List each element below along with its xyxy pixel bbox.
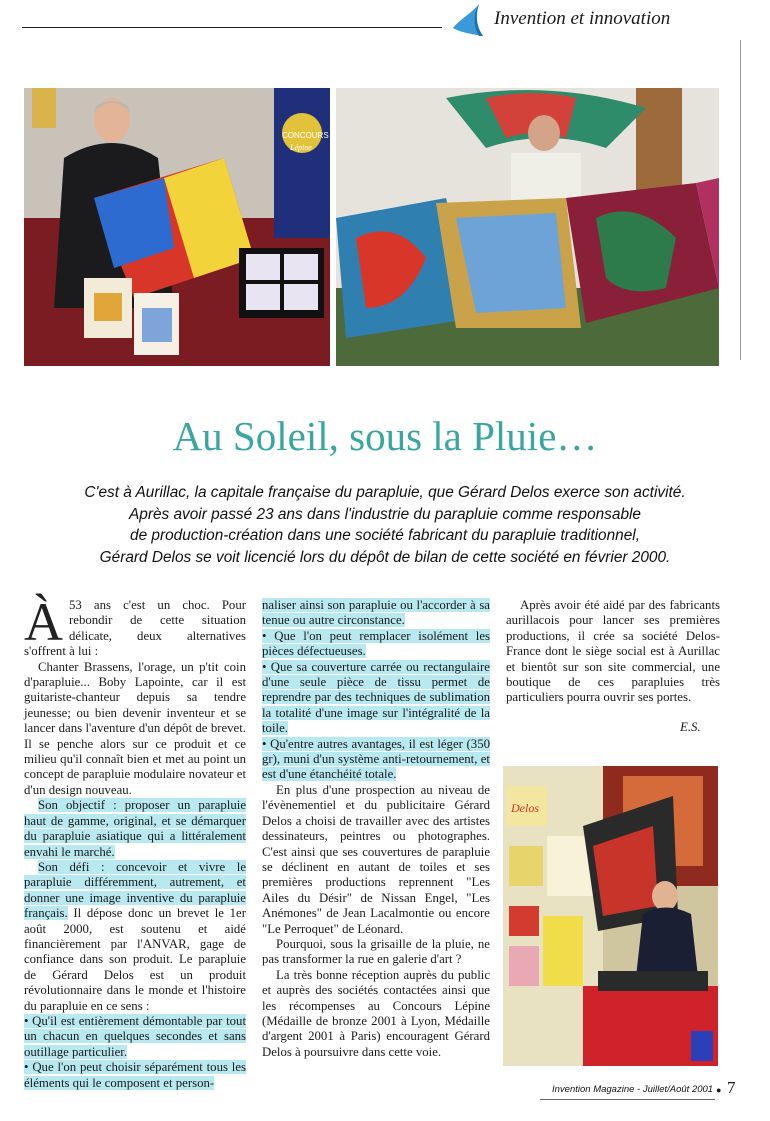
paragraph-reception: La très bonne réception auprès du public et auprès des sociétés contactées ainsi que les récompenses au Concours Lépine (Médaille de bronze 2001 à Lyon, Médaille d'argent 2001 à Paris) encouragent Gérard Delos à poursuivre dans cette voie.: [262, 967, 490, 1059]
author-signature: E.S.: [680, 720, 701, 734]
page-number: 7: [727, 1078, 736, 1097]
water-drop-icon: [449, 2, 487, 38]
photo-inventor-exhibit: [24, 88, 330, 366]
photo-exhibition-stand: [503, 766, 718, 1066]
paragraph-personnaliser: [262, 598, 490, 629]
header-rule: [22, 27, 442, 28]
paragraph-defi: [24, 860, 246, 1014]
highlighted-bullet-1: • Qu'il est entièrement démontable par tout un chacun en quelques secondes et sans outillage particulier.: [24, 1013, 246, 1059]
article-column-2: [262, 598, 490, 1060]
intro-line-1: C'est à Aurillac, la capitale française du parapluie, que Gérard Delos exerce son activité.: [84, 484, 686, 501]
bullet-remplacer: [262, 629, 490, 660]
article-headline: Au Soleil, sous la Pluie…: [172, 413, 598, 459]
footer-magazine: Invention Magazine - Juillet/Août 2001: [552, 1084, 714, 1095]
highlighted-defi: Son défi : concevoir et vivre le parapluie différemment, autrement, et donner une image inventive du parapluie français.: [24, 859, 246, 921]
highlighted-bullet-2: • Que l'on peut choisir séparément tous les éléments qui le composent et person-: [24, 1060, 246, 1090]
paragraph-pourquoi: Pourquoi, sous la grisaille de la pluie, ne pas transformer la rue en galerie d'art ?: [262, 936, 490, 967]
photo-umbrella-canopies: [336, 88, 719, 366]
highlighted-bullet-5: • Qu'entre autres avantages, il est léger (350 gr), muni d'un système anti-retournement, et est d'une étanchéité totale.: [262, 736, 490, 782]
intro-line-4: Gérard Delos se voit licencié lors du dépôt de bilan de cette société en février 2000.: [99, 548, 671, 566]
stand-sign-text: Delos: [511, 801, 539, 815]
bullet-couverture: [262, 660, 490, 737]
highlighted-objectif: Son objectif : proposer un parapluie haut de gamme, original, et se démarquer du parapluie asiatique qui a littéralement envahi le marché.: [24, 798, 246, 859]
paragraph-opening: 53 ans c'est un choc. Pour rebondir de cette situation délicate, deux alternatives s'offrent à lui :: [24, 598, 246, 659]
article-intro: [20, 482, 750, 568]
paragraph-brevet: Il dépose donc un brevet le 1er août 2000, est soutenu et aidé financièrement par l'ANVAR, gage de confiance dans son produit. Le parapluie de Gérard Delos est un produit révolutionnaire dans le monde et l'histoire du parapluie en ce sens :: [24, 906, 246, 1013]
article-column-3: [506, 598, 720, 706]
highlighted-bullet-3: • Que l'on peut remplacer isolément les pièces défectueuses.: [262, 628, 490, 659]
section-title: Invention et innovation: [494, 8, 671, 29]
photo1-sign-text-2: Lépine: [290, 143, 312, 152]
footer-bullet-icon: ●: [716, 1085, 722, 1095]
bullet-demontable: [24, 1014, 246, 1060]
highlighted-bullet-4: • Que sa couverture carrée ou rectangulaire d'une seule pièce de tissu permet de reprendre par des techniques de sublimation la totalité d'une image sur l'intégralité de la toile.: [262, 659, 490, 736]
paragraph-societe: Après avoir été aidé par des fabricants aurillacois pour lancer ses premières productions, il crée sa société Delos-France dont le siège social est à Aurillac et bientôt sur son site commercial, une boutique de ces parapluies très particuliers pourra ouvrir ses portes.: [506, 598, 720, 705]
footer-rule: [540, 1099, 715, 1100]
photo1-sign-text: CONCOURS: [282, 131, 329, 140]
article-column-1: [24, 592, 246, 1091]
paragraph-brassens: Chanter Brassens, l'orage, un p'tit coin d'parapluie... Boby Lapointe, car il est guitariste-chanteur depuis sa tendre jeunesse; ou bien devenir inventeur et se lancer dans l'aventure d'un dépôt de brevet. Il se penche alors sur ce produit et ce milieu qu'il connaît bien et met au point un concept de parapluie modulaire novateur et d'un design nouveau.: [24, 659, 246, 797]
intro-line-3: de production-création dans une société fabricant du parapluie traditionnel,: [130, 527, 640, 544]
header-vertical-rule: [740, 40, 741, 360]
paragraph-objectif: [24, 798, 246, 860]
dropcap: À: [24, 592, 63, 652]
intro-line-2: Après avoir passé 23 ans dans l'industrie du parapluie comme responsable: [129, 505, 641, 523]
paragraph-prospection: En plus d'une prospection au niveau de l'évènementiel et du publicitaire Gérard Delos a choisi de travailler avec des artistes dessinateurs, peintres ou photographes. C'est ainsi que ses couvertures de parapluie se déclinent en autant de toiles et ses premières productions reprennent "Les Ailes du Désir" de Nissan Engel, "Les Anémones" de Jean Lacalmontie ou encore "Le Perroquet" de Léonard.: [262, 782, 490, 936]
bullet-choisir: [24, 1060, 246, 1091]
bullet-avantages: [262, 737, 490, 783]
highlighted-continuation: naliser ainsi son parapluie ou l'accorder à sa tenue ou autre circonstance.: [262, 598, 490, 628]
